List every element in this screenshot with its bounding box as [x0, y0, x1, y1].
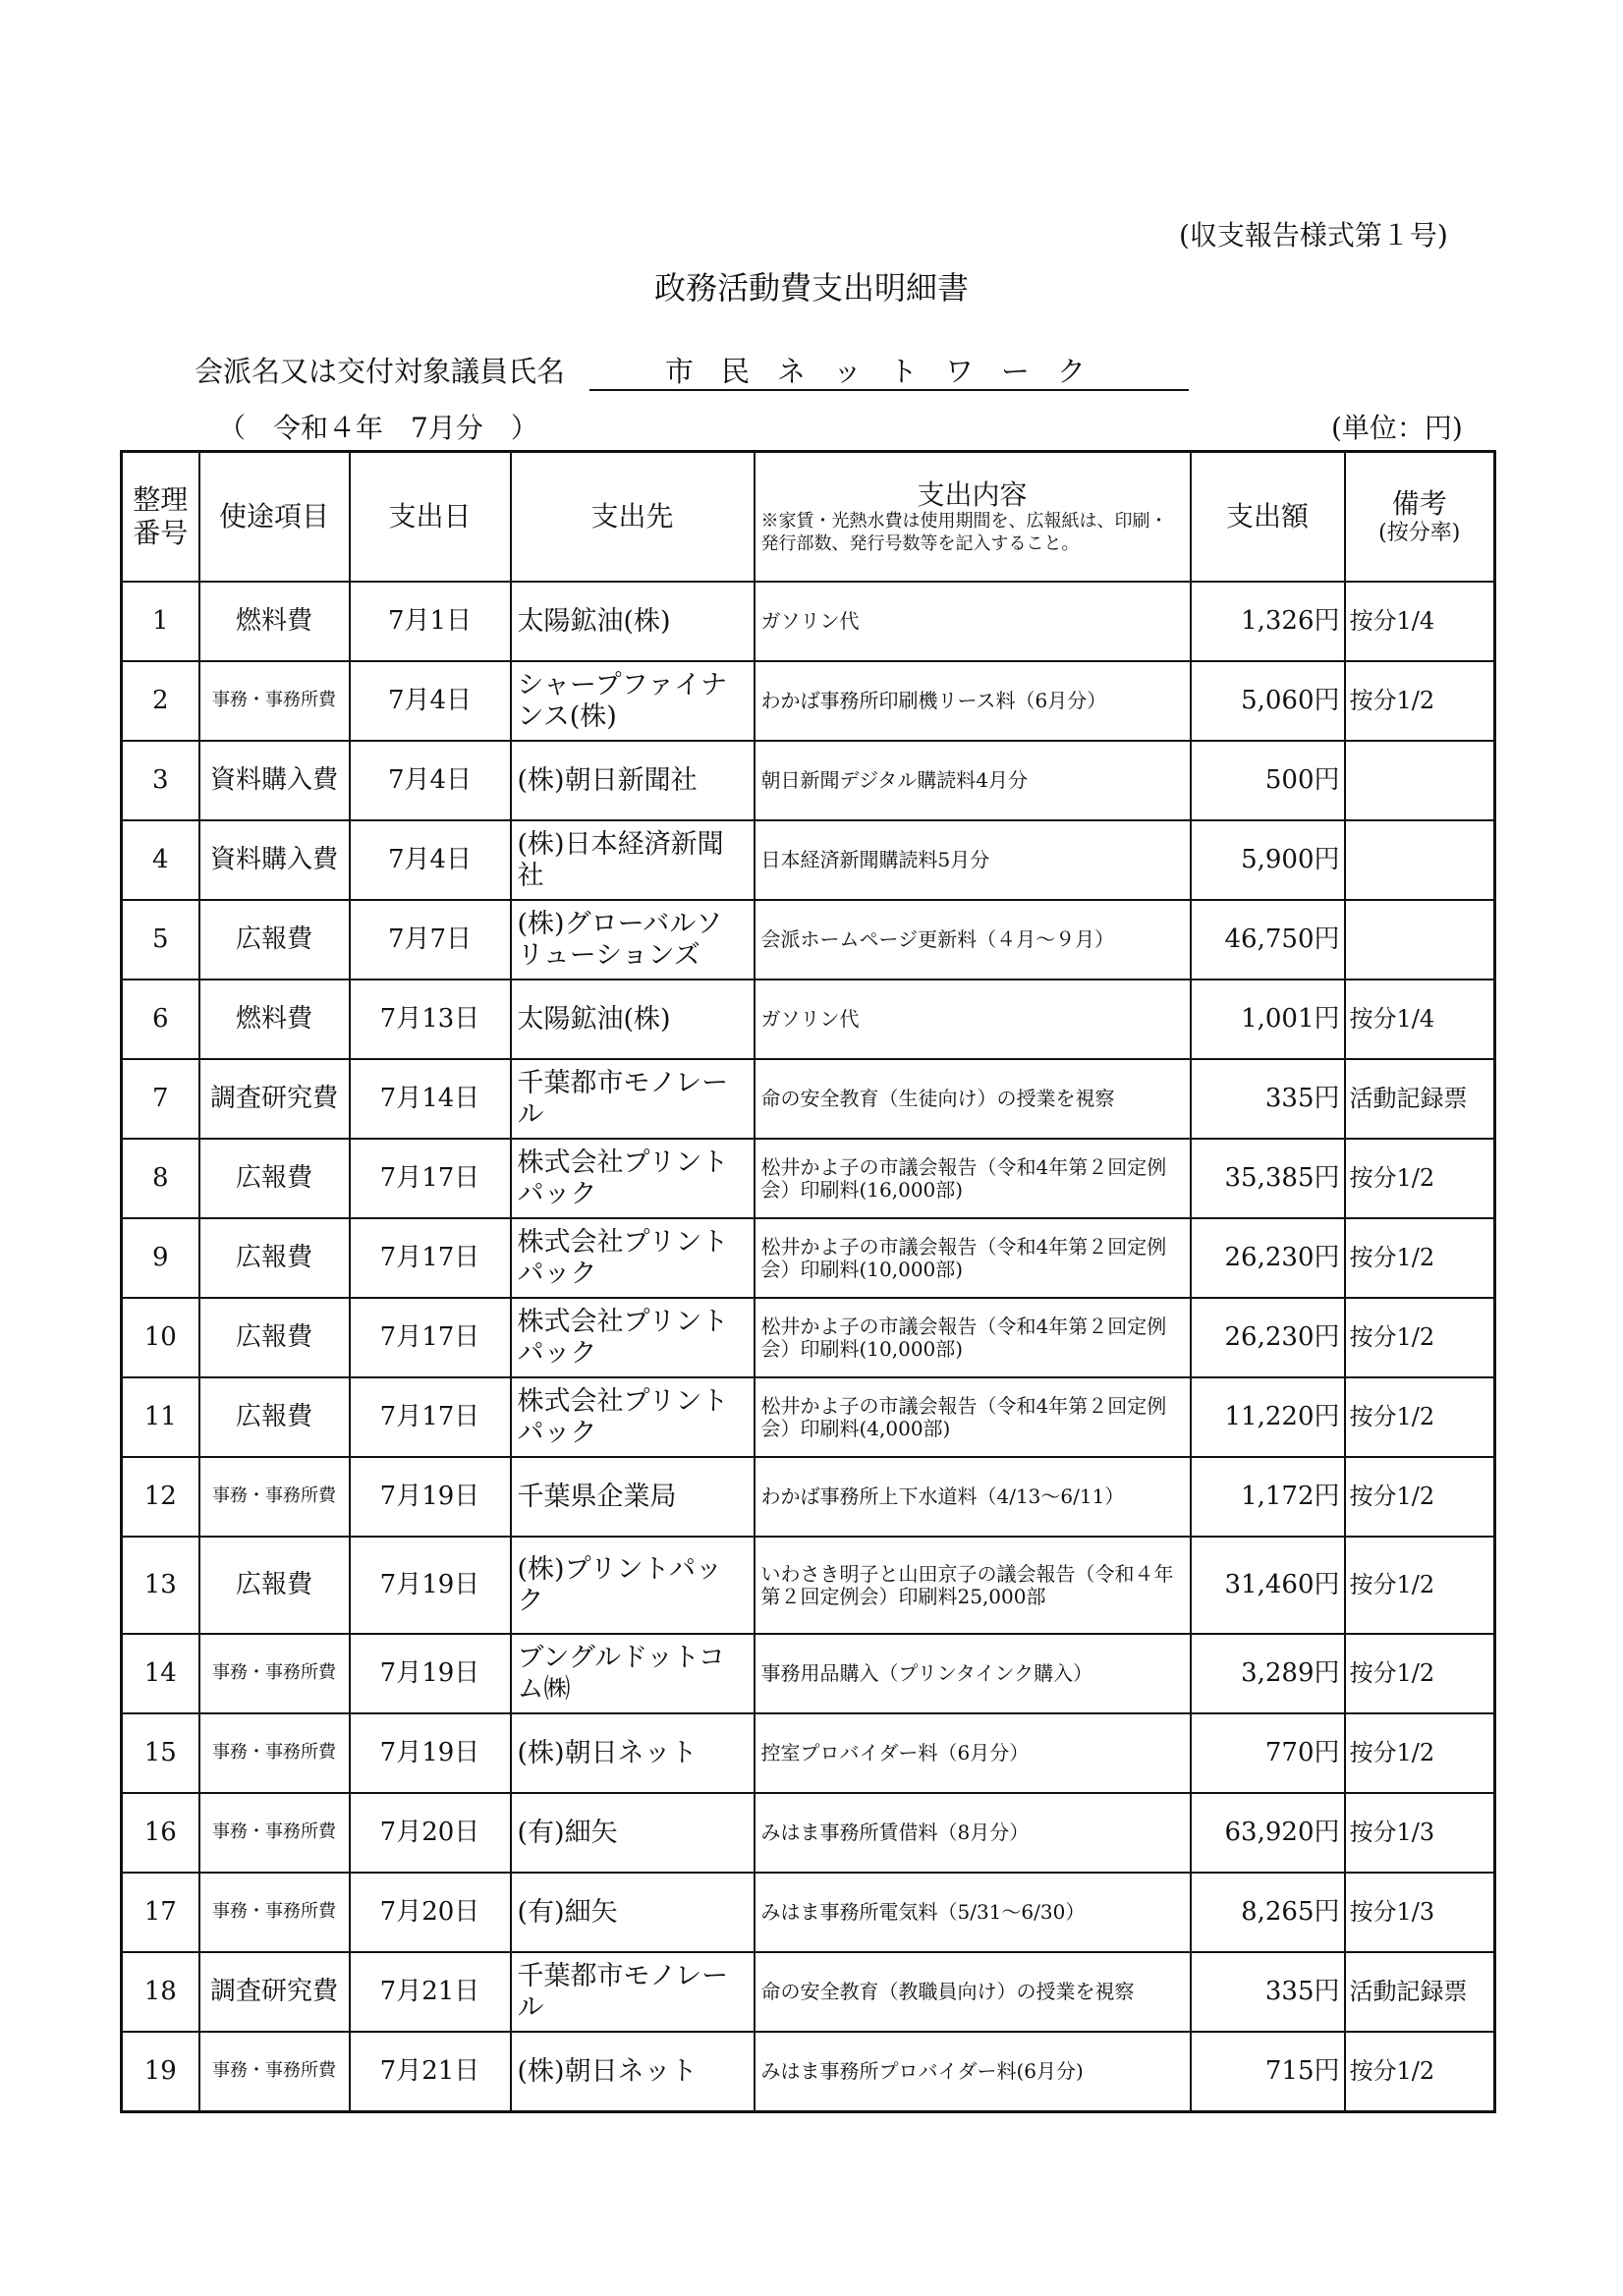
cell-note — [1345, 820, 1495, 900]
cell-date: 7月21日 — [350, 1952, 511, 2032]
cell-amount: 1,326円 — [1191, 582, 1345, 661]
table-row — [122, 980, 1495, 1059]
unit-label: (単位：円) — [1331, 412, 1463, 444]
table-row — [122, 1059, 1495, 1139]
cell-date: 7月4日 — [350, 820, 511, 900]
cell-note: 按分1/4 — [1345, 582, 1495, 661]
cell-use: 調査研究費 — [199, 1059, 350, 1139]
cell-payee: 千葉都市モノレール — [511, 1059, 755, 1139]
table-row — [122, 741, 1495, 820]
cell-no: 15 — [122, 1713, 199, 1793]
table-row — [122, 1139, 1495, 1218]
header-note-sub: (按分率) — [1378, 520, 1461, 545]
cell-no: 6 — [122, 980, 199, 1059]
cell-no: 11 — [122, 1377, 199, 1457]
cell-payee: ブングルドットコム㈱ — [511, 1634, 755, 1713]
cell-amount: 5,060円 — [1191, 661, 1345, 741]
cell-note: 按分1/2 — [1345, 1457, 1495, 1537]
header-amount: 支出額 — [1191, 452, 1345, 583]
cell-amount: 35,385円 — [1191, 1139, 1345, 1218]
faction-name: 市民ネットワーク — [589, 350, 1189, 391]
cell-amount: 26,230円 — [1191, 1218, 1345, 1298]
cell-no: 19 — [122, 2032, 199, 2112]
cell-use: 広報費 — [199, 1298, 350, 1377]
cell-desc: わかば事務所印刷機リース料（6月分） — [755, 661, 1191, 741]
table-header-row — [122, 452, 1495, 583]
name-label: 会派名又は交付対象議員氏名 — [195, 355, 566, 388]
cell-use: 燃料費 — [199, 980, 350, 1059]
cell-date: 7月4日 — [350, 661, 511, 741]
table-row — [122, 900, 1495, 980]
cell-date: 7月14日 — [350, 1059, 511, 1139]
cell-desc: みはま事務所プロバイダー料(6月分) — [755, 2032, 1191, 2112]
cell-no: 5 — [122, 900, 199, 980]
table-row — [122, 1873, 1495, 1952]
cell-amount: 1,172円 — [1191, 1457, 1345, 1537]
cell-no: 4 — [122, 820, 199, 900]
cell-date: 7月17日 — [350, 1298, 511, 1377]
cell-payee: 株式会社プリントパック — [511, 1218, 755, 1298]
cell-use: 広報費 — [199, 1377, 350, 1457]
table-row — [122, 820, 1495, 900]
cell-desc: ガソリン代 — [755, 980, 1191, 1059]
cell-desc: 命の安全教育（生徒向け）の授業を視察 — [755, 1059, 1191, 1139]
cell-desc: 日本経済新聞購読料5月分 — [755, 820, 1191, 900]
cell-date: 7月17日 — [350, 1377, 511, 1457]
form-number: (収支報告様式第１号) — [1179, 219, 1448, 252]
header-use: 使途項目 — [199, 452, 350, 583]
cell-payee: (株)プリントパック — [511, 1537, 755, 1634]
cell-amount: 3,289円 — [1191, 1634, 1345, 1713]
cell-payee: (株)朝日新聞社 — [511, 741, 755, 820]
cell-no: 12 — [122, 1457, 199, 1537]
cell-use: 資料購入費 — [199, 820, 350, 900]
cell-date: 7月17日 — [350, 1218, 511, 1298]
cell-payee: (株)グローバルソリューションズ — [511, 900, 755, 980]
cell-no: 2 — [122, 661, 199, 741]
cell-date: 7月20日 — [350, 1793, 511, 1873]
cell-use: 燃料費 — [199, 582, 350, 661]
cell-note: 按分1/2 — [1345, 1139, 1495, 1218]
table-row — [122, 1377, 1495, 1457]
cell-no: 16 — [122, 1793, 199, 1873]
cell-date: 7月19日 — [350, 1537, 511, 1634]
cell-no: 13 — [122, 1537, 199, 1634]
cell-no: 17 — [122, 1873, 199, 1952]
cell-note: 按分1/2 — [1345, 1218, 1495, 1298]
cell-desc: 命の安全教育（教職員向け）の授業を視察 — [755, 1952, 1191, 2032]
cell-no: 1 — [122, 582, 199, 661]
cell-use: 事務・事務所費 — [199, 1634, 350, 1713]
cell-desc: 朝日新聞デジタル購読料4月分 — [755, 741, 1191, 820]
cell-note: 按分1/3 — [1345, 1793, 1495, 1873]
cell-use: 資料購入費 — [199, 741, 350, 820]
cell-amount: 11,220円 — [1191, 1377, 1345, 1457]
table-row — [122, 2032, 1495, 2112]
cell-date: 7月20日 — [350, 1873, 511, 1952]
cell-payee: (株)朝日ネット — [511, 1713, 755, 1793]
cell-desc: 松井かよ子の市議会報告（令和4年第２回定例会）印刷料(10,000部) — [755, 1218, 1191, 1298]
cell-payee: シャープファイナンス(株) — [511, 661, 755, 741]
cell-no: 14 — [122, 1634, 199, 1713]
cell-amount: 500円 — [1191, 741, 1345, 820]
cell-desc: わかば事務所上下水道料（4/13～6/11） — [755, 1457, 1191, 1537]
cell-note: 按分1/2 — [1345, 1537, 1495, 1634]
header-desc-title: 支出内容 — [917, 477, 1028, 511]
cell-date: 7月4日 — [350, 741, 511, 820]
cell-amount: 31,460円 — [1191, 1537, 1345, 1634]
cell-no: 7 — [122, 1059, 199, 1139]
table-row — [122, 1457, 1495, 1537]
header-no: 整理番号 — [122, 452, 199, 583]
table-row — [122, 582, 1495, 661]
cell-payee: 千葉都市モノレール — [511, 1952, 755, 2032]
cell-payee: (有)細矢 — [511, 1793, 755, 1873]
header-date: 支出日 — [350, 452, 511, 583]
cell-use: 事務・事務所費 — [199, 661, 350, 741]
cell-payee: 太陽鉱油(株) — [511, 980, 755, 1059]
cell-note: 按分1/2 — [1345, 1634, 1495, 1713]
cell-note: 按分1/2 — [1345, 1298, 1495, 1377]
cell-note — [1345, 900, 1495, 980]
table-row — [122, 1537, 1495, 1634]
cell-amount: 63,920円 — [1191, 1793, 1345, 1873]
cell-desc: いわさき明子と山田京子の議会報告（令和４年第２回定例会）印刷料25,000部 — [755, 1537, 1191, 1634]
cell-amount: 1,001円 — [1191, 980, 1345, 1059]
cell-note: 按分1/2 — [1345, 1713, 1495, 1793]
cell-payee: 太陽鉱油(株) — [511, 582, 755, 661]
table-row — [122, 1713, 1495, 1793]
cell-payee: (有)細矢 — [511, 1873, 755, 1952]
cell-amount: 26,230円 — [1191, 1298, 1345, 1377]
document-title: 政務活動費支出明細書 — [653, 269, 969, 307]
cell-payee: 株式会社プリントパック — [511, 1377, 755, 1457]
cell-no: 9 — [122, 1218, 199, 1298]
cell-amount: 46,750円 — [1191, 900, 1345, 980]
header-desc — [755, 452, 1191, 583]
cell-no: 8 — [122, 1139, 199, 1218]
cell-desc: 松井かよ子の市議会報告（令和4年第２回定例会）印刷料(10,000部) — [755, 1298, 1191, 1377]
cell-date: 7月13日 — [350, 980, 511, 1059]
cell-desc: 松井かよ子の市議会報告（令和4年第２回定例会）印刷料(4,000部) — [755, 1377, 1191, 1457]
cell-date: 7月17日 — [350, 1139, 511, 1218]
cell-note: 按分1/2 — [1345, 661, 1495, 741]
cell-use: 調査研究費 — [199, 1952, 350, 2032]
cell-no: 3 — [122, 741, 199, 820]
cell-desc: ガソリン代 — [755, 582, 1191, 661]
cell-use: 事務・事務所費 — [199, 2032, 350, 2112]
cell-note: 活動記録票 — [1345, 1059, 1495, 1139]
cell-amount: 335円 — [1191, 1059, 1345, 1139]
table-row — [122, 1952, 1495, 2032]
table-row — [122, 1218, 1495, 1298]
cell-date: 7月7日 — [350, 900, 511, 980]
cell-amount: 770円 — [1191, 1713, 1345, 1793]
cell-note — [1345, 741, 1495, 820]
cell-note: 按分1/3 — [1345, 1873, 1495, 1952]
header-note — [1345, 452, 1495, 583]
cell-note: 活動記録票 — [1345, 1952, 1495, 2032]
cell-date: 7月19日 — [350, 1457, 511, 1537]
cell-amount: 5,900円 — [1191, 820, 1345, 900]
cell-payee: 株式会社プリントパック — [511, 1139, 755, 1218]
table-row — [122, 1634, 1495, 1713]
cell-date: 7月1日 — [350, 582, 511, 661]
cell-date: 7月21日 — [350, 2032, 511, 2112]
cell-desc: 松井かよ子の市議会報告（令和4年第２回定例会）印刷料(16,000部) — [755, 1139, 1191, 1218]
cell-desc: 控室プロバイダー料（6月分） — [755, 1713, 1191, 1793]
cell-payee: (株)朝日ネット — [511, 2032, 755, 2112]
cell-note: 按分1/2 — [1345, 2032, 1495, 2112]
cell-note: 按分1/4 — [1345, 980, 1495, 1059]
header-desc-note: ※家賃・光熱水費は使用期間を、広報紙は、印刷・発行部数、発行号数等を記入すること。 — [760, 511, 1168, 554]
cell-use: 広報費 — [199, 1218, 350, 1298]
cell-no: 18 — [122, 1952, 199, 2032]
cell-desc: 会派ホームページ更新料（４月～９月） — [755, 900, 1191, 980]
cell-use: 事務・事務所費 — [199, 1793, 350, 1873]
table-row — [122, 1793, 1495, 1873]
cell-use: 広報費 — [199, 900, 350, 980]
cell-no: 10 — [122, 1298, 199, 1377]
cell-use: 広報費 — [199, 1537, 350, 1634]
header-payee: 支出先 — [511, 452, 755, 583]
cell-amount: 8,265円 — [1191, 1873, 1345, 1952]
cell-date: 7月19日 — [350, 1713, 511, 1793]
header-note-title: 備考 — [1391, 487, 1447, 520]
period: （ 令和４年 7月分 ） — [218, 412, 538, 444]
cell-use: 広報費 — [199, 1139, 350, 1218]
cell-payee: 千葉県企業局 — [511, 1457, 755, 1537]
cell-note: 按分1/2 — [1345, 1377, 1495, 1457]
cell-amount: 715円 — [1191, 2032, 1345, 2112]
cell-desc: みはま事務所電気料（5/31～6/30） — [755, 1873, 1191, 1952]
cell-desc: みはま事務所賃借料（8月分） — [755, 1793, 1191, 1873]
cell-date: 7月19日 — [350, 1634, 511, 1713]
cell-payee: 株式会社プリントパック — [511, 1298, 755, 1377]
cell-use: 事務・事務所費 — [199, 1457, 350, 1537]
cell-amount: 335円 — [1191, 1952, 1345, 2032]
expense-table — [120, 450, 1496, 2113]
table-row — [122, 661, 1495, 741]
cell-use: 事務・事務所費 — [199, 1713, 350, 1793]
cell-payee: (株)日本経済新聞社 — [511, 820, 755, 900]
cell-use: 事務・事務所費 — [199, 1873, 350, 1952]
table-row — [122, 1298, 1495, 1377]
cell-desc: 事務用品購入（プリンタインク購入） — [755, 1634, 1191, 1713]
